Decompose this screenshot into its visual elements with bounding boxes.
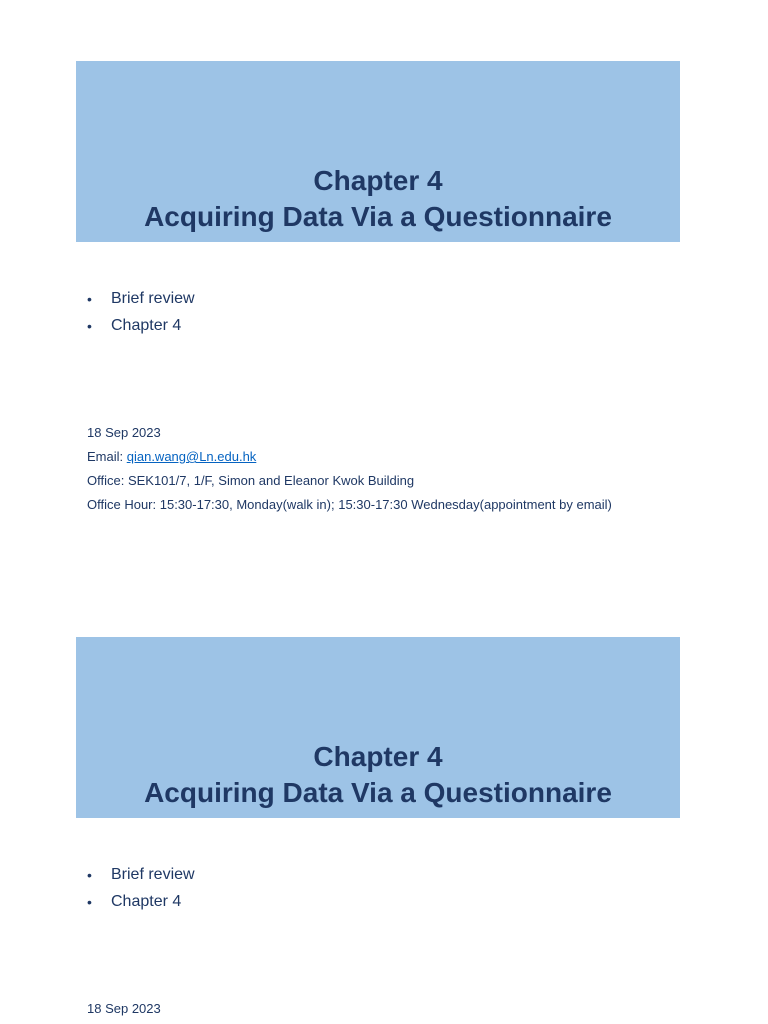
list-item [87, 889, 195, 916]
list-item [87, 862, 195, 889]
slide-title-chapter: Chapter 4 [313, 165, 443, 196]
bullet-list [87, 286, 195, 339]
bullet-icon: • [87, 317, 92, 334]
email-label: Email: [87, 449, 127, 464]
bullet-list [87, 862, 195, 915]
contact-info [87, 997, 161, 1021]
bullet-icon: • [87, 893, 92, 910]
bullet-icon: • [87, 291, 92, 307]
list-item [87, 313, 195, 340]
list-item [87, 286, 195, 313]
slide-title-heading: Acquiring Data Via a Questionnaire [144, 777, 612, 808]
bullet-text: Brief review [111, 290, 195, 307]
bullet-icon: • [87, 867, 92, 883]
slide-title-box [76, 61, 680, 242]
slide-title-heading: Acquiring Data Via a Questionnaire [144, 201, 612, 232]
date-text: 18 Sep 2023 [87, 425, 161, 440]
date-text: 18 Sep 2023 [87, 1001, 161, 1016]
bullet-text: Chapter 4 [111, 316, 182, 334]
office-hour-text: Office Hour: 15:30-17:30, Monday(walk in); 15:30-17:30 Wednesday(appointment by email) [87, 497, 612, 512]
bullet-text: Chapter 4 [111, 892, 182, 910]
email-link[interactable]: qian.wang@Ln.edu.hk [126, 449, 257, 464]
slide-title-box [76, 637, 680, 818]
slide-title-chapter: Chapter 4 [313, 741, 443, 772]
email-line [87, 445, 612, 469]
office-text: Office: SEK101/7, 1/F, Simon and Eleanor Kwok Building [87, 473, 415, 488]
contact-info [87, 421, 612, 517]
bullet-text: Brief review [111, 866, 195, 883]
